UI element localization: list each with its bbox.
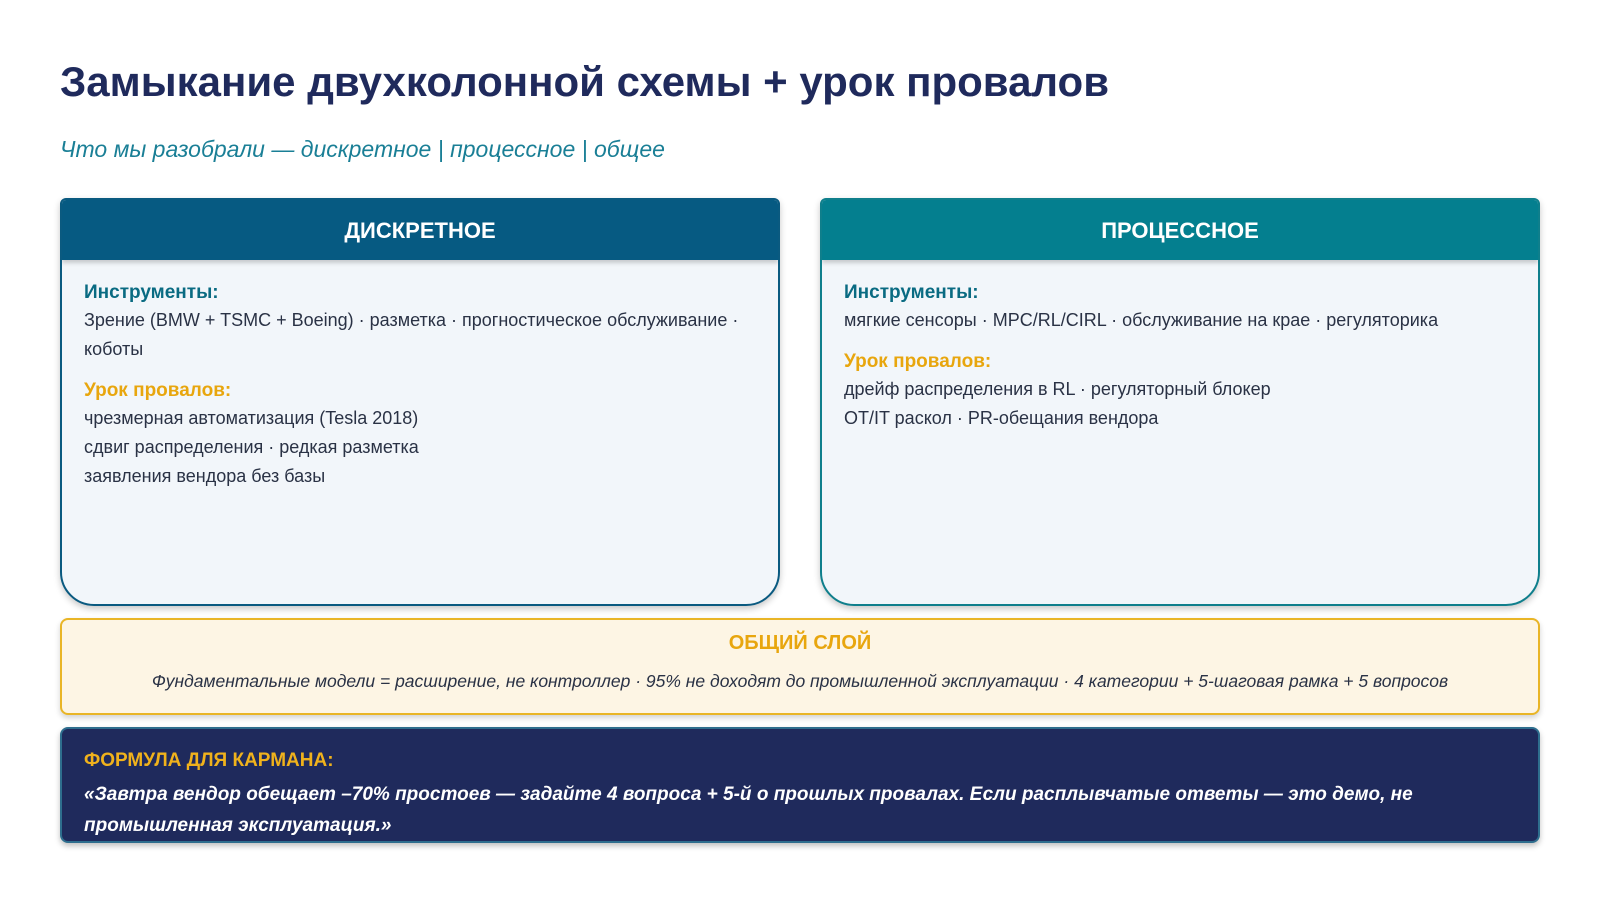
discrete-fail-label: Урок провалов: [84, 380, 232, 401]
slide-subtitle: Что мы разобрали — дискретное | процессное | общее [60, 136, 665, 162]
common-layer-text: Фундаментальные модели = расширение, не контроллер · 95% не доходят до промышленной эксплуатации · 4 категории + 5-шаговая рамка + 5 вопросов [151, 671, 1449, 691]
discrete-column-header: ДИСКРЕТНОЕ [62, 200, 778, 260]
discrete-tools-line: коботы [84, 339, 144, 359]
discrete-fail-line: чрезмерная автоматизация (Tesla 2018) [84, 408, 419, 428]
discrete-column-card [60, 198, 780, 606]
process-fail-line: дрейф распределения в RL · регуляторный блокер [844, 379, 1271, 399]
pocket-formula-text [84, 779, 1516, 841]
process-column-header: ПРОЦЕССНОЕ [822, 200, 1538, 260]
discrete-fail-line: сдвиг распределения · редкая разметка [84, 437, 419, 457]
pocket-formula-line: промышленная эксплуатация.» [84, 815, 392, 836]
process-column-card [820, 198, 1540, 606]
discrete-tools-line: Зрение (BMW + TSMC + Boeing) · разметка · прогностическое обслуживание · [84, 310, 739, 330]
common-layer-title: ОБЩИЙ СЛОЙ [728, 632, 872, 654]
pocket-formula-line: «Завтра вендор обещает –70% простоев — задайте 4 вопроса + 5-й о прошлых провалах. Если расплывчатые ответы — это демо, не [84, 784, 1413, 805]
discrete-fail-line: заявления вендора без базы [84, 466, 326, 486]
pocket-formula-label: ФОРМУЛА ДЛЯ КАРМАНА: [84, 750, 334, 771]
process-tools-line: мягкие сенсоры · MPC/RL/CIRL · обслуживание на крае · регуляторика [844, 310, 1439, 330]
pocket-formula-box [60, 727, 1540, 843]
process-tools-label: Инструменты: [844, 282, 979, 303]
process-fail-label: Урок провалов: [844, 351, 992, 372]
common-layer-box [60, 618, 1540, 715]
process-fail-line: OT/IT раскол · PR-обещания вендора [844, 408, 1159, 428]
process-column-body [822, 260, 1538, 433]
discrete-column-body [62, 260, 778, 491]
slide-title: Замыкание двухколонной схемы + урок провалов [60, 58, 1110, 105]
discrete-tools-label: Инструменты: [84, 282, 219, 303]
